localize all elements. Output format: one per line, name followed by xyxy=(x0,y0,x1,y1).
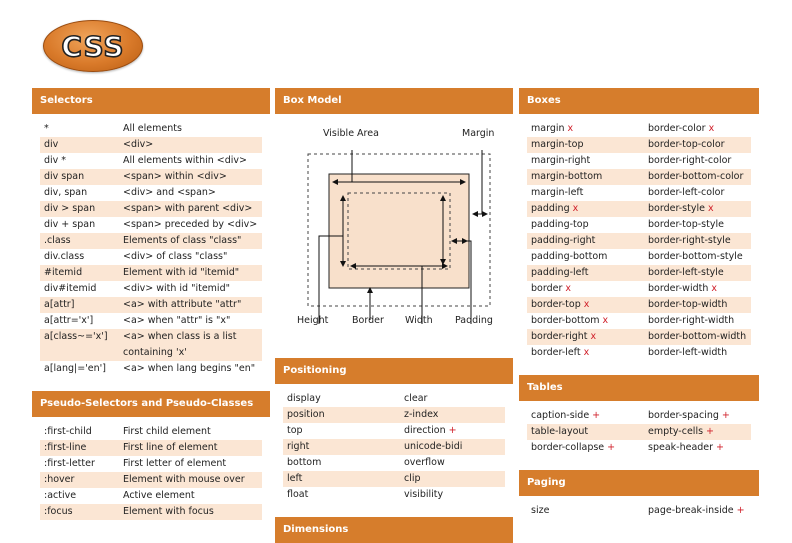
table-row xyxy=(527,137,751,153)
property: margin-right xyxy=(531,155,591,166)
property: clear xyxy=(404,393,428,404)
row-key: div > span xyxy=(44,203,96,214)
table-row xyxy=(527,185,751,201)
selectors-table xyxy=(32,121,270,377)
table-row xyxy=(40,281,262,297)
marker: x xyxy=(567,123,574,134)
table-row xyxy=(40,249,262,265)
row-desc: <span> with parent <div> xyxy=(123,203,253,214)
row-key: :focus xyxy=(44,506,73,517)
table-row xyxy=(40,488,262,504)
marker: + xyxy=(736,505,745,516)
property: padding-right xyxy=(531,235,596,246)
property: empty-cells xyxy=(648,426,704,437)
row-key: div * xyxy=(44,155,67,166)
property-cell xyxy=(648,121,751,137)
property-cell xyxy=(648,249,751,265)
property-cell xyxy=(531,265,648,281)
row-key: div#itemid xyxy=(44,283,97,294)
property-cell xyxy=(531,153,648,169)
marker: x xyxy=(583,299,590,310)
css-logo: CSS xyxy=(43,20,143,72)
table-row xyxy=(40,153,262,169)
marker: + xyxy=(721,410,730,421)
table-row xyxy=(40,169,262,185)
property-cell xyxy=(531,408,648,424)
row-desc: <a> when lang begins "en" xyxy=(123,363,256,374)
property-cell xyxy=(531,329,648,345)
column-middle xyxy=(275,88,513,543)
row-desc: <div> and <span> xyxy=(123,187,216,198)
property: padding-left xyxy=(531,267,589,278)
row-key: * xyxy=(44,123,49,134)
row-key: :first-line xyxy=(44,442,87,453)
label-margin: Margin xyxy=(462,128,495,139)
table-row xyxy=(283,391,505,407)
row-key: #itemid xyxy=(44,267,83,278)
row-desc: First letter of element xyxy=(123,458,227,469)
table-row xyxy=(527,153,751,169)
property: border xyxy=(531,283,563,294)
tables-header: Tables xyxy=(519,375,759,401)
boxes-table xyxy=(519,121,759,361)
property-cell xyxy=(648,201,751,217)
property: border-bottom-style xyxy=(648,251,743,262)
property-cell xyxy=(531,249,648,265)
property-cell xyxy=(531,233,648,249)
box-model-svg xyxy=(275,114,513,344)
property: visibility xyxy=(404,489,444,500)
row-desc: <div> xyxy=(123,139,154,150)
property-cell xyxy=(531,503,648,519)
table-row xyxy=(527,329,751,345)
row-desc: <a> when class is a list containing 'x' xyxy=(123,331,237,358)
row-desc: Active element xyxy=(123,490,195,501)
property-cell xyxy=(404,471,505,487)
table-row xyxy=(40,233,262,249)
row-desc: Element with focus xyxy=(123,506,214,517)
property: border-bottom-color xyxy=(648,171,744,182)
table-row xyxy=(40,424,262,440)
property-cell xyxy=(648,153,751,169)
table-row xyxy=(527,503,751,519)
table-row xyxy=(527,313,751,329)
property: margin-left xyxy=(531,187,584,198)
property: border-top xyxy=(531,299,581,310)
row-key: a[class~='x'] xyxy=(44,331,108,342)
paging-header: Paging xyxy=(519,470,759,496)
table-row xyxy=(527,121,751,137)
marker: x xyxy=(572,203,579,214)
marker: + xyxy=(448,425,457,436)
marker: x xyxy=(711,283,717,294)
row-desc: Elements of class "class" xyxy=(123,235,242,246)
label-width: Width xyxy=(405,315,433,326)
property: size xyxy=(531,505,550,516)
border-box xyxy=(329,174,469,288)
table-row xyxy=(527,249,751,265)
property-cell xyxy=(648,297,751,313)
table-row xyxy=(40,440,262,456)
table-row xyxy=(283,487,505,503)
property-cell xyxy=(648,440,751,456)
table-row xyxy=(40,217,262,233)
property-cell xyxy=(404,391,505,407)
table-row xyxy=(40,504,262,520)
property: border-right-width xyxy=(648,315,735,326)
property: border-style xyxy=(648,203,705,214)
property-cell xyxy=(648,281,751,297)
table-row xyxy=(40,472,262,488)
row-key: :hover xyxy=(44,474,75,485)
table-row xyxy=(283,407,505,423)
table-row xyxy=(527,424,751,440)
property: border-left-style xyxy=(648,267,724,278)
row-key: a[attr='x'] xyxy=(44,315,94,326)
property: border-left-width xyxy=(648,347,728,358)
property: border-width xyxy=(648,283,709,294)
property: margin-top xyxy=(531,139,584,150)
dimensions-header: Dimensions xyxy=(275,517,513,543)
table-row xyxy=(527,297,751,313)
marker: x xyxy=(707,203,714,214)
row-key: :active xyxy=(44,490,77,501)
property: right xyxy=(287,441,310,452)
property: border-color xyxy=(648,123,706,134)
row-desc: <span> preceded by <div> xyxy=(123,219,258,230)
property: padding-top xyxy=(531,219,589,230)
row-key: div + span xyxy=(44,219,96,230)
marker: + xyxy=(592,410,601,421)
property-cell xyxy=(648,169,751,185)
property: clip xyxy=(404,473,421,484)
marker: x xyxy=(583,347,590,358)
marker: + xyxy=(716,442,725,453)
property-cell xyxy=(531,169,648,185)
property-cell xyxy=(531,137,648,153)
property-cell xyxy=(648,408,751,424)
property-cell xyxy=(404,455,505,471)
tables-table xyxy=(519,408,759,456)
row-key: div xyxy=(44,139,59,150)
box-model-header: Box Model xyxy=(275,88,513,114)
table-row xyxy=(40,185,262,201)
row-desc: <a> with attribute "attr" xyxy=(123,299,242,310)
table-row xyxy=(527,265,751,281)
property: display xyxy=(287,393,321,404)
property-cell xyxy=(404,407,505,423)
marker: + xyxy=(607,442,616,453)
property: border-top-style xyxy=(648,219,724,230)
property-cell xyxy=(404,487,505,503)
property: border-right-color xyxy=(648,155,732,166)
row-key: a[lang|='en'] xyxy=(44,363,106,374)
row-desc: <span> within <div> xyxy=(123,171,227,182)
row-desc: First line of element xyxy=(123,442,218,453)
row-key: div, span xyxy=(44,187,88,198)
property-cell xyxy=(531,440,648,456)
property: table-layout xyxy=(531,426,589,437)
property: padding xyxy=(531,203,570,214)
table-row xyxy=(40,297,262,313)
table-row xyxy=(527,345,751,361)
property-cell xyxy=(531,345,648,361)
property: margin-bottom xyxy=(531,171,603,182)
selectors-header: Selectors xyxy=(32,88,270,114)
table-row xyxy=(40,361,262,377)
table-row xyxy=(527,233,751,249)
property: position xyxy=(287,409,325,420)
column-left xyxy=(32,88,270,520)
row-desc: All elements within <div> xyxy=(123,155,247,166)
property-cell xyxy=(531,424,648,440)
boxes-header: Boxes xyxy=(519,88,759,114)
property: unicode-bidi xyxy=(404,441,463,452)
table-row xyxy=(40,265,262,281)
table-row xyxy=(527,281,751,297)
property: left xyxy=(287,473,303,484)
property: border-right xyxy=(531,331,588,342)
row-key: a[attr] xyxy=(44,299,75,310)
marker: x xyxy=(602,315,609,326)
table-row xyxy=(527,201,751,217)
row-desc: First child element xyxy=(123,426,211,437)
property-cell xyxy=(531,297,648,313)
table-row xyxy=(527,440,751,456)
label-visible-area: Visible Area xyxy=(323,128,379,139)
table-row xyxy=(283,439,505,455)
property-cell xyxy=(648,503,751,519)
marker: + xyxy=(706,426,715,437)
property: direction xyxy=(404,425,446,436)
table-row xyxy=(527,217,751,233)
positioning-table xyxy=(275,391,513,503)
pseudo-header: Pseudo-Selectors and Pseudo-Classes xyxy=(32,391,270,417)
label-border: Border xyxy=(352,315,384,326)
property-cell xyxy=(648,185,751,201)
property-cell xyxy=(648,345,751,361)
row-key: div span xyxy=(44,171,85,182)
marker: x xyxy=(565,283,571,294)
property: border-collapse xyxy=(531,442,605,453)
property: border-left xyxy=(531,347,581,358)
positioning-header: Positioning xyxy=(275,358,513,384)
table-row xyxy=(283,455,505,471)
property-cell xyxy=(531,185,648,201)
row-desc: <div> with id "itemid" xyxy=(123,283,230,294)
property-cell xyxy=(648,265,751,281)
marker: x xyxy=(708,123,715,134)
table-row xyxy=(283,423,505,439)
property-cell xyxy=(531,121,648,137)
row-desc: <a> when "attr" is "x" xyxy=(123,315,231,326)
property-cell xyxy=(648,424,751,440)
property: border-spacing xyxy=(648,410,719,421)
row-key: div.class xyxy=(44,251,85,262)
property: float xyxy=(287,489,309,500)
row-key: .class xyxy=(44,235,71,246)
table-row xyxy=(40,456,262,472)
property-cell xyxy=(531,201,648,217)
label-padding: Padding xyxy=(455,315,493,326)
row-key: :first-letter xyxy=(44,458,95,469)
property-cell xyxy=(648,329,751,345)
property-cell xyxy=(404,439,505,455)
property: border-top-width xyxy=(648,299,728,310)
property: padding-bottom xyxy=(531,251,608,262)
row-desc: <div> of class "class" xyxy=(123,251,228,262)
table-row xyxy=(40,137,262,153)
property-cell xyxy=(531,217,648,233)
table-row xyxy=(40,329,262,361)
property: caption-side xyxy=(531,410,590,421)
table-row xyxy=(40,201,262,217)
row-desc: Element with mouse over xyxy=(123,474,245,485)
property: bottom xyxy=(287,457,322,468)
property: border-left-color xyxy=(648,187,725,198)
label-height: Height xyxy=(297,315,329,326)
property-cell xyxy=(404,423,505,439)
property: speak-header xyxy=(648,442,714,453)
property-cell xyxy=(648,233,751,249)
table-row xyxy=(527,169,751,185)
property: border-bottom xyxy=(531,315,600,326)
table-row xyxy=(40,313,262,329)
pseudo-table xyxy=(32,424,270,520)
table-row xyxy=(527,408,751,424)
row-desc: All elements xyxy=(123,123,182,134)
table-row xyxy=(283,471,505,487)
property: z-index xyxy=(404,409,439,420)
property: border-top-color xyxy=(648,139,725,150)
paging-table xyxy=(519,503,759,519)
property: overflow xyxy=(404,457,445,468)
property-cell xyxy=(648,217,751,233)
property-cell xyxy=(531,281,648,297)
table-row xyxy=(40,121,262,137)
property-cell xyxy=(648,313,751,329)
box-model-diagram xyxy=(275,114,513,344)
property: page-break-inside xyxy=(648,505,734,516)
marker: x xyxy=(590,331,597,342)
property: margin xyxy=(531,123,565,134)
row-desc: Element with id "itemid" xyxy=(123,267,240,278)
row-key: :first-child xyxy=(44,426,92,437)
property-cell xyxy=(648,137,751,153)
column-right xyxy=(519,88,759,519)
property: border-bottom-width xyxy=(648,331,747,342)
property: border-right-style xyxy=(648,235,731,246)
property-cell xyxy=(531,313,648,329)
property: top xyxy=(287,425,303,436)
